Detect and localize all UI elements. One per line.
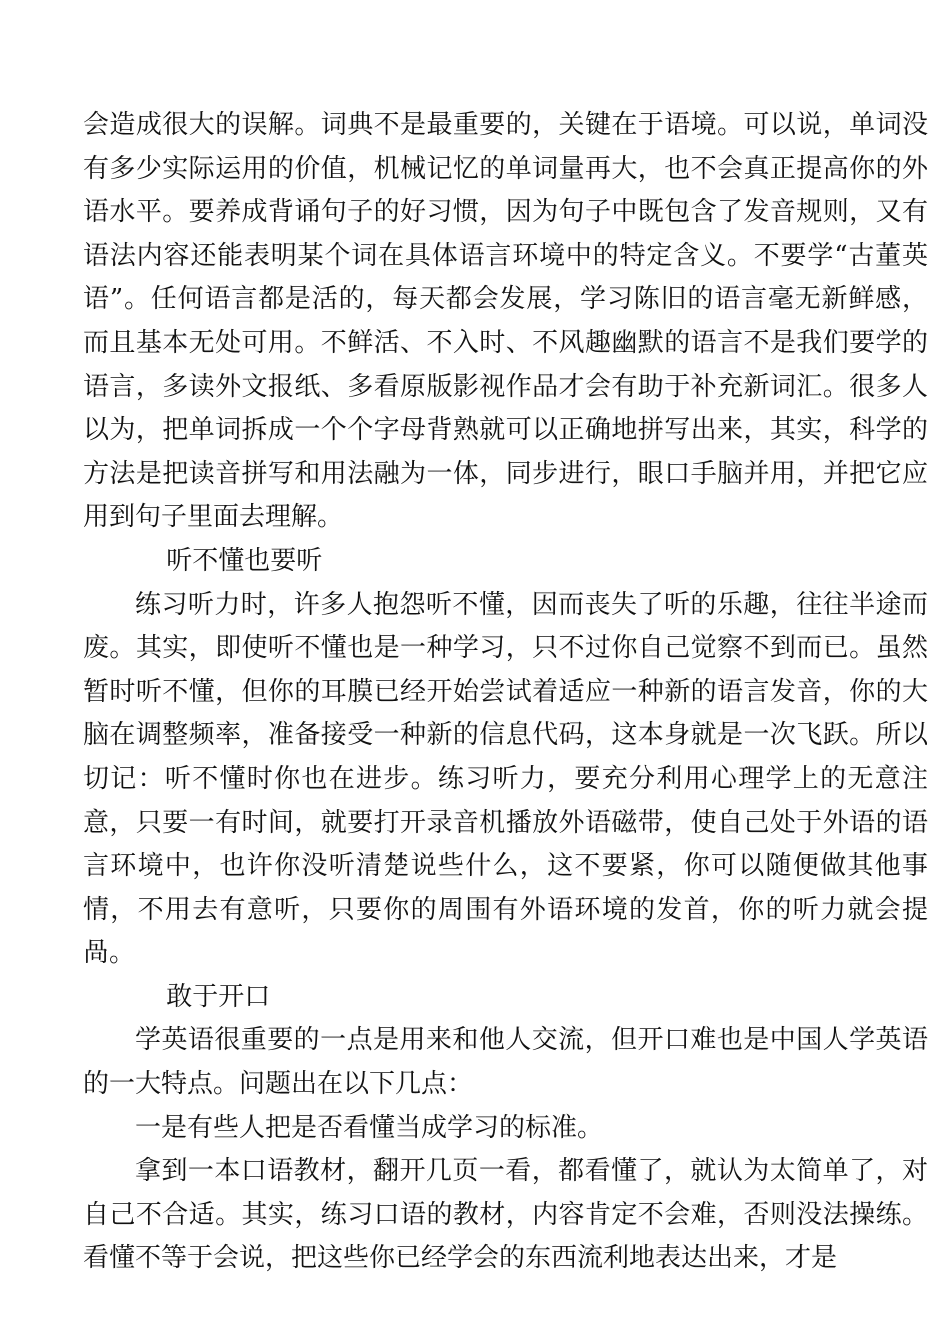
paragraph-speaking-intro: 学英语很重要的一点是用来和他人交流，但开口难也是中国人学英语的一大特点。问题出在以下几点： (83, 1025, 928, 1100)
section-heading-listening: 听不懂也要听 (166, 545, 323, 576)
paragraph-listening: 练习听力时，许多人抱怨听不懂，因而丧失了听的乐趣，往往半途而废。其实，即使听不懂也是一种学习，只不过你自己觉察不到而已。虽然暂时听不懂，但你的耳膜已经开始尝试着适应一种新的语言发音，你的大脑在调整频率，准备接受一种新的信息代码，这本身就是一次飞跃。所以切记：听不懂时你也在进步。练习听力，要充分利用心理学上的无意注意，只要一有时间，就要打开录音机播放外语磁带，使自己处于外语的语言环境中，也许你没听清楚说些什么，这不要紧，你可以随便做其他事情，不用去有意听，只要你的周围有外语环境的发首，你的听力就会提咼。 (83, 589, 928, 969)
paragraph-vocabulary-context: 会造成很大的误解。词典不是最重要的，关键在于语境。可以说，单词没有多少实际运用的价值，机械记忆的单词量再大，也不会真正提高你的外语水平。要养成背诵句子的好习惯，因为句子中既包含了发音规则，又有语法内容还能表明某个词在具体语言环境中的特定含义。不要学“古董英语”。任何语言都是活的，每天都会发展，学习陈旧的语言毫无新鲜感，而且基本无处可用。不鲜活、不入时、不风趣幽默的语言不是我们要学的语言，多读外文报纸、多看原版影视作品才会有助于补充新词汇。很多人以为，把单词拆成一个个字母背熟就可以正确地拼写出来，其实，科学的方法是把读音拼写和用法融为一体，同步进行，眼口手脑并用，并把它应用到句子里面去理解。 (83, 110, 928, 533)
document-body (83, 104, 928, 1281)
paragraph-speaking-textbook: 拿到一本口语教材，翻开几页一看，都看懂了，就认为太简单了，对自己不合适。其实，练习口语的教材，内容肯定不会难，否则没法操练。看懂不等于会说，把这些你已经学会的东西流利地表达出来，才是 (83, 1156, 928, 1274)
section-heading-speaking: 敢于开口 (166, 981, 271, 1012)
paragraph-speaking-point-one: 一是有些人把是否看懂当成学习的标准。 (135, 1112, 604, 1143)
